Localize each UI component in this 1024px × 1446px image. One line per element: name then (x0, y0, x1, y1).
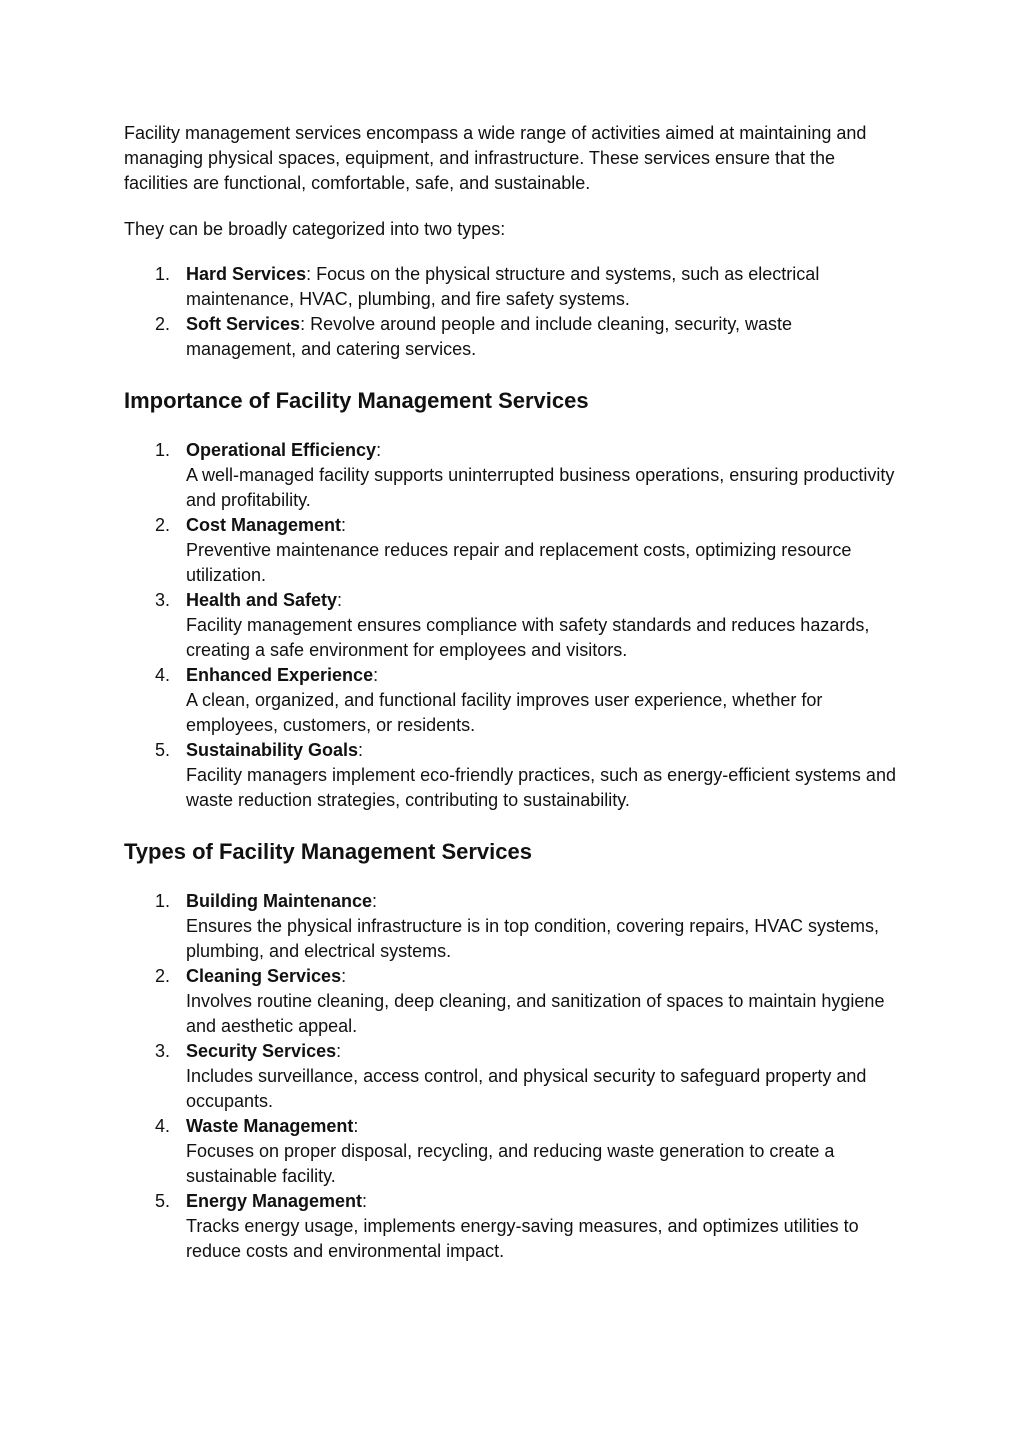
service-categories-list (124, 262, 899, 362)
item-description: Facility managers implement eco-friendly practices, such as energy-efficient systems and waste reduction strategies, contributing to sustainability. (186, 765, 896, 810)
item-title: Cost Management (186, 515, 342, 535)
item-title: Operational Efficiency (186, 440, 377, 460)
categories-intro-paragraph: They can be broadly categorized into two types: (124, 219, 506, 239)
item-title: Hard Services (186, 264, 307, 284)
item-description: Ensures the physical infrastructure is in top condition, covering repairs, HVAC systems, plumbing, and electrical systems. (186, 916, 879, 961)
list-item (124, 438, 899, 513)
list-number: 4. (155, 1116, 171, 1136)
item-title: Soft Services (186, 314, 301, 334)
list-number: 1. (155, 440, 171, 460)
item-description: Includes surveillance, access control, and physical security to safeguard property and occupants. (186, 1066, 867, 1111)
list-item (124, 1039, 899, 1114)
list-number: 4. (155, 665, 171, 685)
section-heading-types: Types of Facility Management Services (124, 839, 532, 864)
item-description: A well-managed facility supports uninterrupted business operations, ensuring productivity and profitability. (186, 465, 895, 510)
list-item (124, 738, 899, 813)
item-separator: : (373, 665, 379, 685)
list-item (124, 513, 899, 588)
list-number: 5. (155, 1191, 171, 1211)
list-number: 1. (155, 264, 171, 284)
item-description: Tracks energy usage, implements energy-saving measures, and optimizes utilities to reduce costs and environmental impact. (186, 1216, 859, 1261)
list-item (124, 588, 899, 663)
list-number: 3. (155, 1041, 171, 1061)
item-separator: : (336, 1041, 342, 1061)
item-separator: : (306, 264, 312, 284)
item-separator: : (300, 314, 306, 334)
item-title: Health and Safety (186, 590, 338, 610)
item-description: Involves routine cleaning, deep cleaning, and sanitization of spaces to maintain hygiene and aesthetic appeal. (186, 991, 885, 1036)
item-separator: : (341, 966, 347, 986)
section-heading-importance: Importance of Facility Management Services (124, 388, 589, 413)
list-number: 2. (155, 314, 171, 334)
list-number: 2. (155, 966, 171, 986)
types-list (124, 889, 899, 1264)
list-number: 3. (155, 590, 171, 610)
list-number: 1. (155, 891, 171, 911)
item-separator: : (341, 515, 347, 535)
item-separator: : (376, 440, 382, 460)
item-description: A clean, organized, and functional facility improves user experience, whether for employees, customers, or residents. (186, 690, 823, 735)
item-separator: : (362, 1191, 368, 1211)
list-item (124, 312, 899, 362)
list-item (124, 889, 899, 964)
list-item (124, 262, 899, 312)
item-title: Building Maintenance (186, 891, 373, 911)
intro-paragraph: Facility management services encompass a wide range of activities aimed at maintaining and managing physical spaces, equipment, and infrastructure. These services ensure that the facilities are functional, comfortable, safe, and sustainable. (124, 123, 867, 193)
list-item (124, 1189, 899, 1264)
item-description: Focuses on proper disposal, recycling, and reducing waste generation to create a sustainable facility. (186, 1141, 835, 1186)
list-item (124, 663, 899, 738)
item-separator: : (337, 590, 343, 610)
item-description: Facility management ensures compliance with safety standards and reduces hazards, creating a safe environment for employees and visitors. (186, 615, 870, 660)
item-separator: : (372, 891, 378, 911)
list-item (124, 964, 899, 1039)
item-title: Cleaning Services (186, 966, 342, 986)
item-description: Preventive maintenance reduces repair and replacement costs, optimizing resource utilization. (186, 540, 852, 585)
item-title: Enhanced Experience (186, 665, 374, 685)
item-text: Focus on the physical structure and systems, such as electrical maintenance, HVAC, plumbing, and fire safety systems. (186, 264, 820, 309)
item-title: Energy Management (186, 1191, 363, 1211)
item-title: Sustainability Goals (186, 740, 359, 760)
importance-list (124, 438, 899, 813)
item-title: Waste Management (186, 1116, 354, 1136)
document-page (124, 121, 899, 1264)
item-title: Security Services (186, 1041, 337, 1061)
item-text: Revolve around people and include cleaning, security, waste management, and catering services. (186, 314, 793, 359)
item-separator: : (358, 740, 364, 760)
list-number: 5. (155, 740, 171, 760)
list-number: 2. (155, 515, 171, 535)
item-separator: : (353, 1116, 359, 1136)
list-item (124, 1114, 899, 1189)
